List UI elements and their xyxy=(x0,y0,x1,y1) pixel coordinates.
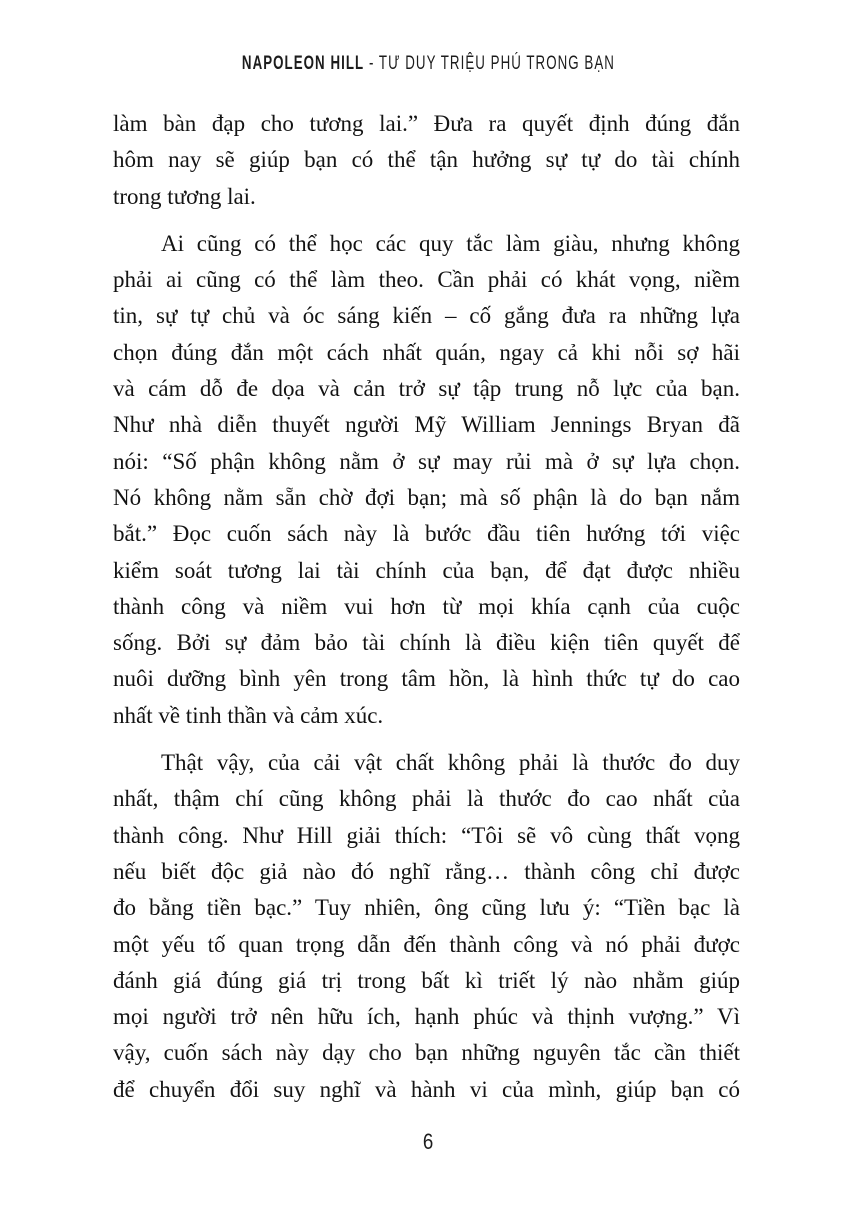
page-number xyxy=(0,1129,856,1155)
header-book-title: TƯ DUY TRIỆU PHÚ TRONG BẠN xyxy=(378,53,615,74)
paragraph xyxy=(113,745,740,1108)
text-line: đo bằng tiền bạc.” Tuy nhiên, ông cũng lưu ý: “Tiền bạc là xyxy=(113,895,740,921)
text-line: phải ai cũng có thể làm theo. Cần phải có khát vọng, niềm xyxy=(113,267,740,293)
text-line: tin, sự tự chủ và óc sáng kiến – cố gắng đưa ra những lựa xyxy=(113,303,740,329)
text-line: sống. Bởi sự đảm bảo tài chính là điều kiện tiên quyết để xyxy=(113,630,740,656)
text-line: Thật vậy, của cải vật chất không phải là thước đo duy xyxy=(161,750,740,776)
text-line: làm bàn đạp cho tương lai.” Đưa ra quyết định đúng đắn xyxy=(113,111,740,136)
paragraph xyxy=(113,106,740,215)
text-line: kiểm soát tương lai tài chính của bạn, để đạt được nhiều xyxy=(113,557,740,583)
text-line: nhất về tinh thần và cảm xúc. xyxy=(113,702,384,728)
text-body xyxy=(113,106,740,1108)
text-line: vậy, cuốn sách này dạy cho bạn những nguyên tắc cần thiết xyxy=(113,1040,740,1066)
running-header-text xyxy=(242,53,615,75)
text-line: một yếu tố quan trọng dẫn đến thành công và nó phải được xyxy=(113,931,740,957)
text-line: mọi người trở nên hữu ích, hạnh phúc và thịnh vượng.” Vì xyxy=(113,1004,740,1030)
text-line: nói: “Số phận không nằm ở sự may rủi mà ở sự lựa chọn. xyxy=(113,448,740,474)
text-line: nhất, thậm chí cũng không phải là thước đo cao nhất của xyxy=(113,786,740,812)
paragraph xyxy=(113,226,740,734)
text-line: thành công. Như Hill giải thích: “Tôi sẽ vô cùng thất vọng xyxy=(113,822,740,848)
text-line: Ai cũng có thể học các quy tắc làm giàu, nhưng không xyxy=(161,230,740,256)
text-line: hôm nay sẽ giúp bạn có thể tận hưởng sự tự do tài chính xyxy=(113,147,740,173)
text-line: bắt.” Đọc cuốn sách này là bước đầu tiên hướng tới việc xyxy=(113,521,740,547)
text-line: trong tương lai. xyxy=(113,183,256,209)
running-header xyxy=(0,53,856,75)
header-separator: - xyxy=(363,53,379,74)
text-line: thành công và niềm vui hơn từ mọi khía cạnh của cuộc xyxy=(113,593,740,619)
text-line: nuôi dưỡng bình yên trong tâm hồn, là hình thức tự do cao xyxy=(113,666,740,692)
text-line: chọn đúng đắn một cách nhất quán, ngay cả khi nỗi sợ hãi xyxy=(113,339,740,365)
text-line: và cám dỗ đe dọa và cản trở sự tập trung nỗ lực của bạn. xyxy=(113,376,740,402)
page-number-value: 6 xyxy=(422,1129,434,1154)
text-line: để chuyển đổi suy nghĩ và hành vi của mình, giúp bạn có xyxy=(113,1076,740,1102)
text-line: Nó không nằm sẵn chờ đợi bạn; mà số phận là do bạn nắm xyxy=(113,484,740,510)
header-author: NAPOLEON HILL xyxy=(241,53,364,74)
text-line: nếu biết độc giả nào đó nghĩ rằng… thành công chỉ được xyxy=(113,858,740,884)
text-line: Như nhà diễn thuyết người Mỹ William Jennings Bryan đã xyxy=(113,412,740,438)
text-line: đánh giá đúng giá trị trong bất kì triết lý nào nhằm giúp xyxy=(113,967,740,993)
